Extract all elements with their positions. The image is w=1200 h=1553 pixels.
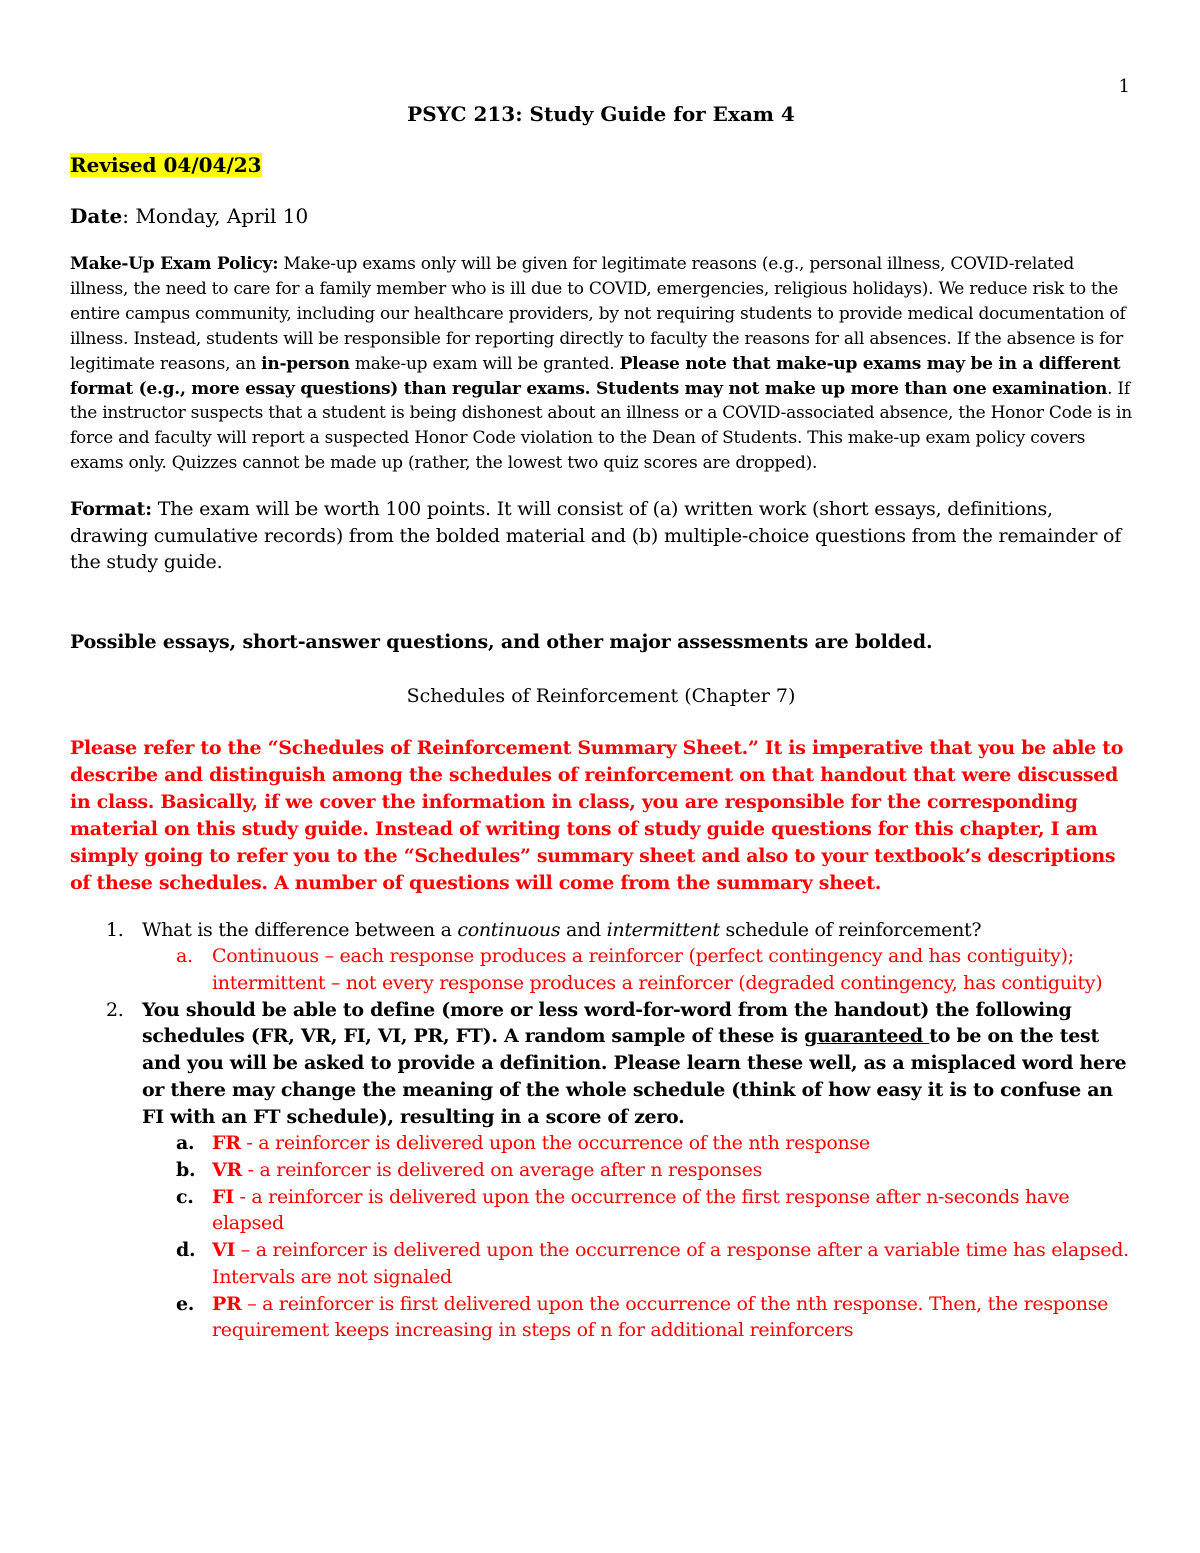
format-label: Format: [70,498,152,521]
q1-text-post: schedule of reinforcement? [719,918,982,941]
answer-letter: c. [176,1185,194,1208]
summary-sheet-instructions: Please refer to the “Schedules of Reinforcement Summary Sheet.” It is imperative that you be able to describe and distinguish among the schedules of reinforcement on that handout that were discussed in class. Basically, if we cover the information in class, you are responsible for the corresponding material on this study guide. Instead of writing tons of study guide questions for this chapter, I am simply going to refer you to the “Schedules” summary sheet and also to your textbook’s descriptions of these schedules. A number of questions will come from the summary sheet. [70,736,1124,894]
page-number: 1 [1118,76,1130,97]
schedule-term: PR [212,1292,242,1315]
format-paragraph [70,496,1132,576]
revised-highlight: Revised 04/04/23 [70,153,262,177]
format-text: The exam will be worth 100 points. It will consist of (a) written work (short essays, definitions, drawing cumulative records) from the bolded material and (b) multiple-choice questions from the remainder of the study guide. [70,498,1122,574]
date-value: : Monday, April 10 [122,204,309,228]
answer-letter: a. [176,945,193,968]
q2-answer-fi [142,1184,1132,1237]
answer-body [212,1159,762,1181]
q2-answer-vr [142,1157,1132,1184]
schedule-definition: – a reinforcer is delivered upon the occurrence of a response after a variable time has elapsed. Intervals are not signaled [212,1239,1129,1288]
q1-term-continuous: continuous [457,918,561,941]
policy-label: Make-Up Exam Policy: [70,254,279,274]
schedule-definition: - a reinforcer is delivered upon the occurrence of the nth response [240,1132,870,1155]
q1-term-intermittent: intermittent [606,918,720,941]
policy-bold-note: Please note that make-up exams may be in a different format (e.g., more essay questions) than regular exams. Students may not make up more than one examination [70,353,1121,399]
schedule-term: FR [212,1132,241,1155]
bolded-assessments-note: Possible essays, short-answer questions, and other major assessments are bolded. [70,630,933,653]
question-1 [70,917,1132,997]
schedule-term: FI [212,1185,234,1208]
q1-text-mid: and [560,918,607,941]
q2-answer-fr [142,1130,1132,1157]
q1-answer-text: Continuous – each response produces a reinforcer (perfect contingency and has contiguity); intermittent – not every response produces a reinforcer (degraded contingency, has contiguity) [212,945,1103,995]
policy-in-person: in-person [261,353,350,374]
answer-letter: e. [176,1292,195,1315]
section-heading: Schedules of Reinforcement (Chapter 7) [406,684,796,707]
schedule-definition: - a reinforcer is delivered upon the occurrence of the first response after n-seconds have elapsed [212,1185,1070,1235]
policy-text-1: Make-up exams only will be given for legitimate reasons (e.g., personal illness, COVID-related illness, the need to care for a family member who is ill due to COVID, emergencies, religious holidays). We reduce risk to the entire campus community, including our healthcare providers, by not requiring students to provide medical documentation of illness. Instead, students will be responsible for reporting directly to faculty the reasons for all absences. If the absence is for legitimate reasons, an [70,254,1126,374]
q2-text-pre: You should be able to define (more or less word-for-word from the handout) the following schedules (FR, VR, FI, VI, PR, FT). A random sample of these is [142,998,1072,1048]
question-list [70,917,1132,1344]
revised-note [70,152,1132,179]
document-body [70,100,1132,1344]
q2-answer-list [142,1130,1132,1344]
policy-text-2: make-up exam will be granted. [349,353,620,374]
answer-body [212,1293,1108,1342]
answer-letter: d. [176,1239,196,1262]
q2-answer-vi [142,1237,1132,1290]
question-2 [70,997,1132,1344]
q1-answer-a [142,943,1132,996]
schedule-definition: - a reinforcer is delivered on average after n responses [241,1158,763,1181]
document-title: PSYC 213: Study Guide for Exam 4 [407,102,795,126]
policy-text-3: . If the instructor suspects that a student is being dishonest about an illness or a COVID-associated absence, the Honor Code is in force and faculty will report a suspected Honor Code violation to the Dean of Students. This make-up exam policy covers exams only. Quizzes cannot be made up (rather, the lowest two quiz scores are dropped). [70,378,1132,474]
makeup-policy-paragraph [70,252,1132,476]
question-number: 1. [106,918,124,941]
exam-date [70,203,1132,230]
date-label: Date [70,204,123,228]
question-number: 2. [106,998,124,1021]
q1-text-pre: What is the difference between a [142,918,458,941]
q2-guaranteed: guaranteed [804,1025,930,1048]
q1-answer-list [142,943,1132,996]
q2-text-post: to be on the test and you will be asked to provide a definition. Please learn these well, as a misplaced word here or there may change the meaning of the whole schedule (think of how easy it is to confuse an FI with an FT schedule), resulting in a score of zero. [142,1025,1127,1128]
schedule-term: VR [212,1158,242,1181]
answer-body [212,1239,1129,1288]
schedule-term: VI [212,1239,236,1262]
answer-body [212,1132,870,1154]
schedule-definition: – a reinforcer is first delivered upon the occurrence of the nth response. Then, the response requirement keeps increasing in steps of n for additional reinforcers [212,1292,1109,1342]
answer-letter: a. [176,1132,195,1155]
q2-answer-pr [142,1291,1132,1344]
q2-text [142,999,1126,1128]
answer-body [212,1186,1069,1235]
answer-letter: b. [176,1158,196,1181]
